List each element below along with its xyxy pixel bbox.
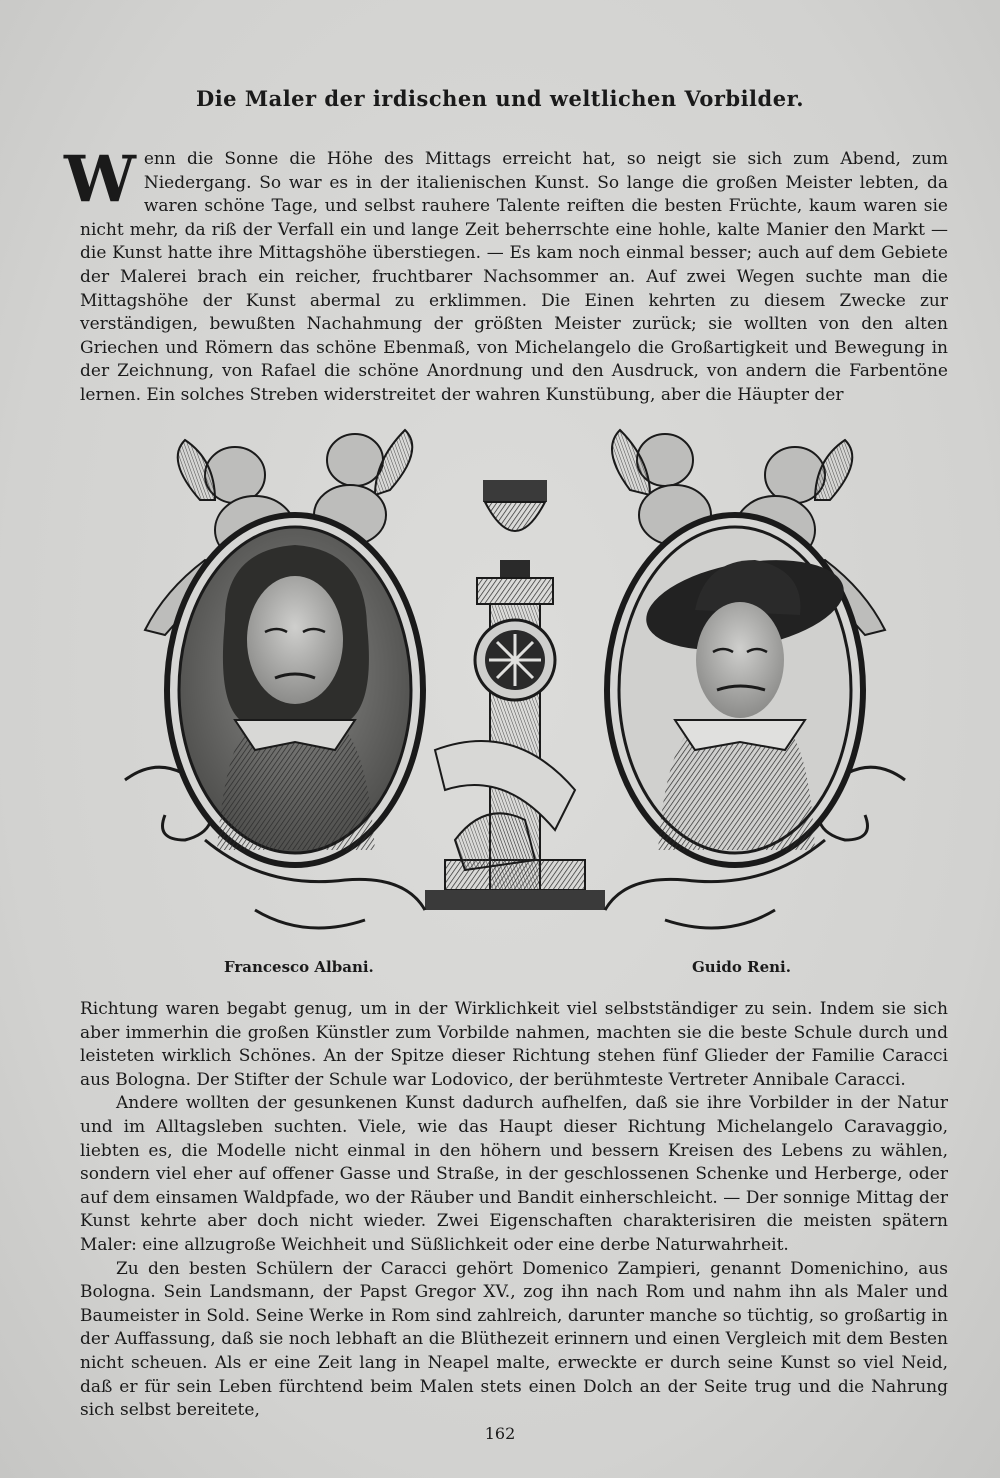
paragraph: Zu den besten Schülern der Caracci gehört Domenico Zampieri, genannt Domenichino, aus Bologna. Sein Landsmann, der Papst Gregor XV., zog ihn nach Rom und nahm ihn als Maler und Baumeister in Sold. Seine Werke in Rom sind zahlreich, darunter manche so tüchtig, so großartig in der Auffassung, daß sie noch lebhaft an die Blüthezeit erinnern und einen Vergleich mit dem Besten nicht scheuen. Als er eine Zeit lang in Neapel malte, erweckte er durch seine Kunst so viel Neid, daß er für sein Leben fürchtend beim Malen stets einen Dolch an der Seite trug und die Nahrung sich selbst bereitete, bbox=[80, 1258, 948, 1421]
portrait-reni bbox=[607, 515, 863, 865]
caption-reni: Guido Reni. bbox=[692, 958, 791, 976]
portrait-albani bbox=[167, 515, 423, 865]
paragraph: Andere wollten der gesunkenen Kunst dadurch aufhelfen, daß sie ihre Vorbilder in der Natur und im Alltagsleben suchten. Viele, wie das Haupt dieser Richtung Michelangelo Caravaggio, liebten es, die Modelle nicht einmal in den höhern und bessern Kreisen des Lebens zu wählen, sondern viel eher auf offener Gasse und Straße, in der geschlossenen Schenke und Herberge, oder auf dem einsamen Waldpfade, wo der Räuber und Bandit einherschleicht. — Der sonnige Mittag der Kunst kehrte aber doch nicht wieder. Zwei Eigenschaften charakterisiren die meisten spätern Maler: eine allzugroße Weichheit und Süßlichkeit oder eine derbe Naturwahrheit. bbox=[80, 1093, 948, 1255]
body-text bbox=[80, 998, 948, 1423]
paragraph: Richtung waren begabt genug, um in der Wirklichkeit viel selbstständiger zu sein. Indem sie sich aber immerhin die großen Künstler zum Vorbilde nahmen, machten sie die beste Schule durch und leisteten wirklich Schönes. An der Spitze dieser Richtung stehen fünf Glieder der Familie Caracci aus Bologna. Der Stifter der Schule war Lodovico, der berühmteste Vertreter Annibale Caracci. bbox=[80, 999, 948, 1090]
page-number: 162 bbox=[484, 1424, 516, 1443]
drop-cap: W bbox=[64, 142, 136, 217]
portrait-engraving bbox=[105, 420, 925, 950]
page-title: Die Maler der irdischen und weltlichen Vorbilder. bbox=[195, 86, 805, 111]
intro-text: enn die Sonne die Höhe des Mittags erreicht hat, so neigt sie sich zum Abend, zum Niedergang. So war es in der italienischen Kunst. So lange die großen Meister lebten, da waren schöne Tage, und selbst rauhere Talente reiften die besten Früchte, kaum waren sie nicht mehr, da riß der Verfall ein und lange Zeit beherrschte eine hohle, kalte Manier den Markt — die Kunst hatte ihre Mittagshöhe überstiegen. — Es kam noch einmal besser; auch auf dem Gebiete der Malerei brach ein reicher, fruchtbarer Nachsommer an. Auf zwei Wegen suchte man die Mittagshöhe der Kunst abermal zu erklimmen. Die Einen kehrten zu diesem Zwecke zur verständigen, bewußten Nachahmung der größten Meister zurück; sie wollten von den alten Griechen und Römern das schöne Ebenmaß, von Michelangelo die Großartigkeit und Bewegung in der Zeichnung, von Rafael die schöne Anordnung und den Ausdruck, von andern die Farbentöne lernen. Ein solches Streben widerstreitet der wahren Kunstübung, aber die Häupter der bbox=[80, 149, 948, 405]
intro-paragraph bbox=[64, 142, 948, 408]
caption-albani: Francesco Albani. bbox=[224, 958, 374, 976]
central-column bbox=[425, 480, 605, 910]
